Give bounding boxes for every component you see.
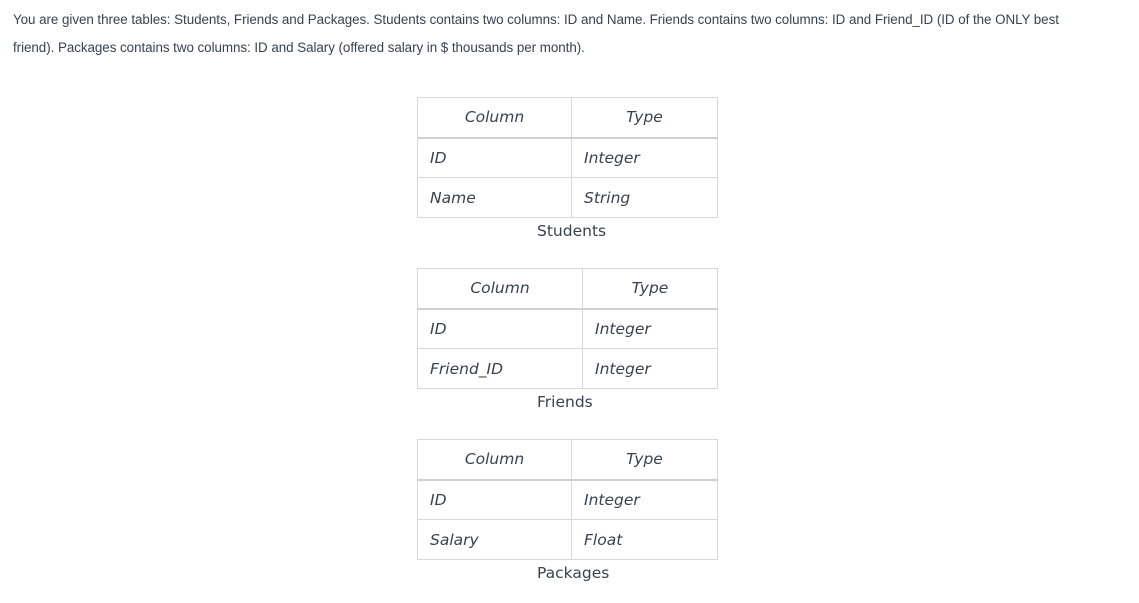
table-header-row — [418, 269, 718, 309]
column-type-cell: Integer — [572, 480, 718, 520]
table-header-row — [418, 440, 718, 480]
column-header: Column — [418, 440, 572, 480]
column-type-cell: Integer — [572, 138, 718, 178]
column-header: Column — [418, 269, 583, 309]
column-name-cell: ID — [418, 480, 572, 520]
column-type-cell: Float — [572, 520, 718, 560]
column-name-cell: Name — [418, 178, 572, 218]
packages-table-caption: Packages — [537, 564, 610, 582]
column-type-cell: Integer — [583, 349, 718, 389]
table-row — [418, 178, 718, 218]
problem-statement — [13, 6, 1113, 62]
students-table-caption: Students — [537, 222, 607, 240]
column-name-cell: ID — [418, 138, 572, 178]
table-row — [418, 309, 718, 349]
column-type-cell: Integer — [583, 309, 718, 349]
problem-statement-line-1: You are given three tables: Students, Friends and Packages. Students contains two columns: ID and Name. Friends contains two columns: ID and Friend_ID (ID of the ONLY best — [13, 12, 1059, 27]
table-row — [418, 138, 718, 178]
table-row — [418, 520, 718, 560]
students-schema-table — [417, 97, 718, 218]
table-header-row — [418, 98, 718, 138]
friends-schema-table — [417, 268, 718, 389]
problem-statement-line-2: friend). Packages contains two columns: ID and Salary (offered salary in $ thousands per month). — [13, 40, 585, 55]
packages-schema-table — [417, 439, 718, 560]
table-row — [418, 349, 718, 389]
table-row — [418, 480, 718, 520]
friends-table-caption: Friends — [537, 393, 593, 411]
column-type-cell: String — [572, 178, 718, 218]
type-header: Type — [583, 269, 718, 309]
column-name-cell: Salary — [418, 520, 572, 560]
column-name-cell: Friend_ID — [418, 349, 583, 389]
type-header: Type — [572, 98, 718, 138]
type-header: Type — [572, 440, 718, 480]
column-name-cell: ID — [418, 309, 583, 349]
column-header: Column — [418, 98, 572, 138]
